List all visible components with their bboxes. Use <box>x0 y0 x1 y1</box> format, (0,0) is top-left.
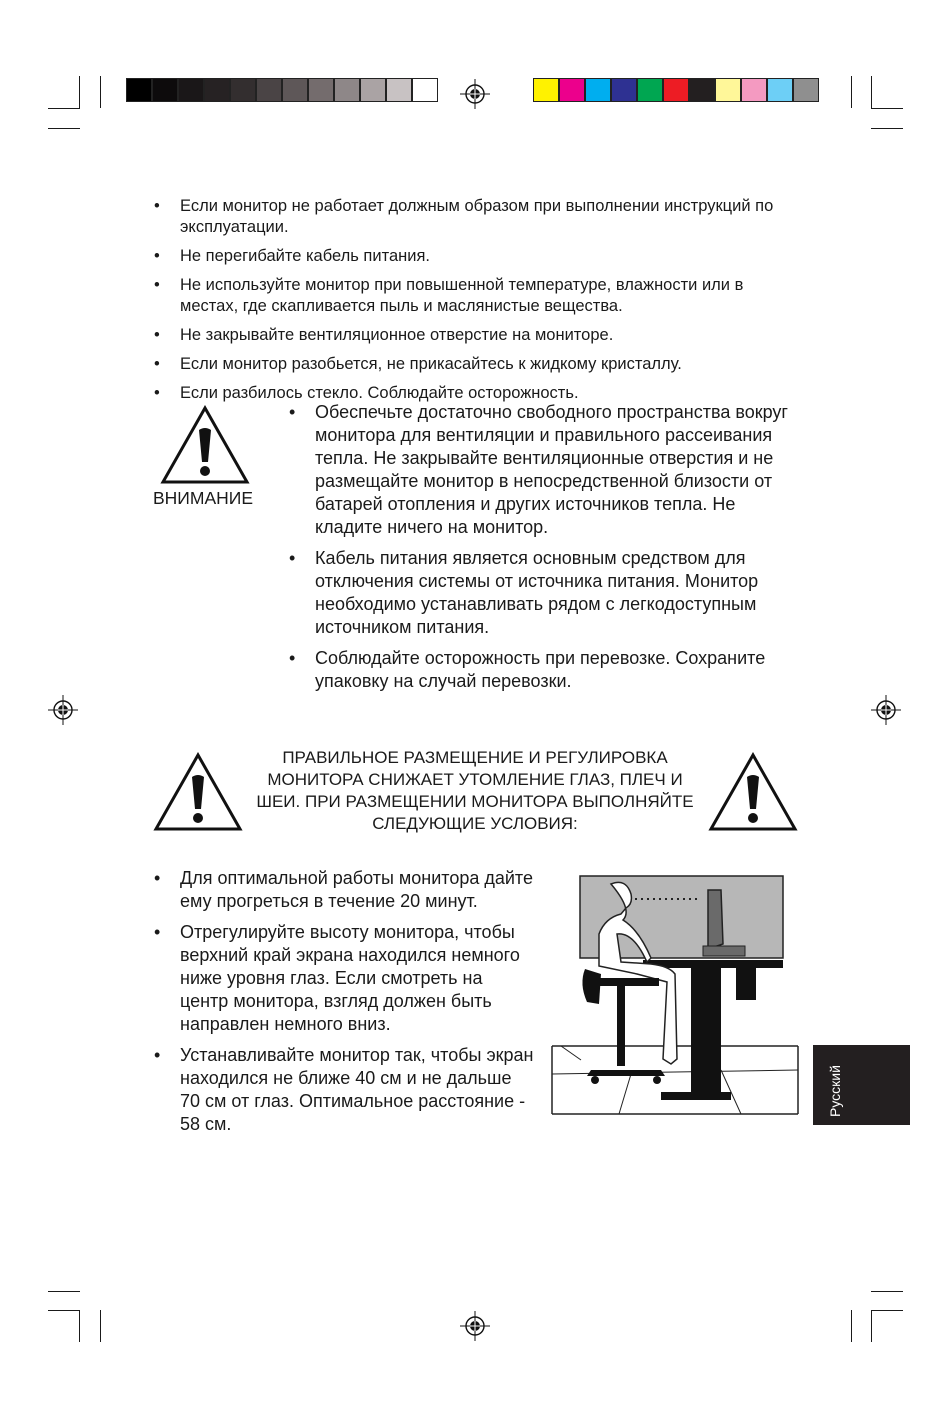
crop-mark <box>48 1310 80 1311</box>
language-tab <box>813 1045 910 1125</box>
crop-mark <box>79 76 80 108</box>
list-item: • Если разбилось стекло. Соблюдайте осторожность. <box>154 383 804 404</box>
color-swatch <box>282 78 308 102</box>
crop-mark <box>871 108 903 109</box>
color-swatch <box>308 78 334 102</box>
list-item: • Устанавливайте монитор так, чтобы экран находился не ближе 40 см и не дальше 70 см от глаз. Оптимальное расстояние - 58 см. <box>154 1044 534 1136</box>
warning-triangle-icon <box>708 752 798 832</box>
list-item: • Для оптимальной работы монитора дайте ему прогреться в течение 20 минут. <box>154 867 534 913</box>
color-swatch <box>559 78 585 102</box>
safety-list <box>154 196 804 412</box>
crop-mark <box>871 128 903 129</box>
crop-mark <box>48 1291 80 1292</box>
list-item: • Кабель питания является основным средством для отключения системы от источника питания. Монитор необходимо устанавливать рядом с легкодоступным источником питания. <box>289 547 799 639</box>
crop-mark <box>100 1310 101 1342</box>
crop-mark <box>871 76 872 108</box>
language-tab-label: Русский <box>827 1065 843 1117</box>
color-swatch <box>178 78 204 102</box>
crop-mark <box>48 108 80 109</box>
list-item: • Если монитор не работает должным образом при выполнении инструкций по эксплуатации. <box>154 196 804 238</box>
caution-label: ВНИМАНИЕ <box>153 488 254 508</box>
color-swatch <box>585 78 611 102</box>
crop-mark <box>871 1291 903 1292</box>
process-color-bar <box>533 78 819 102</box>
color-swatch <box>715 78 741 102</box>
registration-mark-icon <box>460 1311 490 1341</box>
color-swatch <box>533 78 559 102</box>
list-item: • Не перегибайте кабель питания. <box>154 246 804 267</box>
crop-mark <box>100 76 101 108</box>
crop-mark <box>851 1310 852 1342</box>
list-item: • Не закрывайте вентиляционное отверстие на мониторе. <box>154 325 804 346</box>
color-swatch <box>152 78 178 102</box>
workstation-illustration <box>551 874 799 1116</box>
ergonomics-warning: ПРАВИЛЬНОЕ РАЗМЕЩЕНИЕ И РЕГУЛИРОВКА МОНИТОРА СНИЖАЕТ УТОМЛЕНИЕ ГЛАЗ, ПЛЕЧ И ШЕИ. ПРИ РАЗМЕЩЕНИИ МОНИТОРА ВЫПОЛНЯЙТЕ СЛЕДУЮЩИЕ УСЛОВИЯ: <box>256 748 694 833</box>
color-swatch <box>230 78 256 102</box>
crop-mark <box>871 1310 872 1342</box>
color-swatch <box>126 78 152 102</box>
color-swatch <box>637 78 663 102</box>
color-swatch <box>663 78 689 102</box>
list-item: • Обеспечьте достаточно свободного пространства вокруг монитора для вентиляции и правильного рассеивания тепла. Не закрывайте вентиляционные отверстия и не размещайте монитор в непосредственной близости от батарей отопления и других источников тепла. Не кладите ничего на монитор. <box>289 401 799 539</box>
color-swatch <box>256 78 282 102</box>
color-swatch <box>767 78 793 102</box>
color-swatch <box>360 78 386 102</box>
list-item: • Не используйте монитор при повышенной температуре, влажности или в местах, где скапливается пыль и маслянистые вещества. <box>154 275 804 317</box>
list-item: • Если монитор разобьется, не прикасайтесь к жидкому кристаллу. <box>154 354 804 375</box>
color-swatch <box>741 78 767 102</box>
list-item: • Соблюдайте осторожность при перевозке. Сохраните упаковку на случай перевозки. <box>289 647 799 693</box>
crop-mark <box>79 1310 80 1342</box>
color-swatch <box>689 78 715 102</box>
list-item: • Отрегулируйте высоту монитора, чтобы верхний край экрана находился немного ниже уровня глаз. Если смотреть на центр монитора, взгляд должен быть направлен немного вниз. <box>154 921 534 1036</box>
grayscale-color-bar <box>126 78 438 102</box>
registration-mark-icon <box>460 79 490 109</box>
color-swatch <box>412 78 438 102</box>
warning-triangle-icon <box>160 405 250 485</box>
color-swatch <box>793 78 819 102</box>
ergonomics-list <box>154 867 534 1144</box>
registration-mark-icon <box>48 695 78 725</box>
registration-mark-icon <box>871 695 901 725</box>
crop-mark <box>871 1310 903 1311</box>
color-swatch <box>204 78 230 102</box>
warning-triangle-icon <box>153 752 243 832</box>
crop-mark <box>851 76 852 108</box>
color-swatch <box>386 78 412 102</box>
color-swatch <box>611 78 637 102</box>
color-swatch <box>334 78 360 102</box>
caution-list <box>289 401 799 701</box>
crop-mark <box>48 128 80 129</box>
